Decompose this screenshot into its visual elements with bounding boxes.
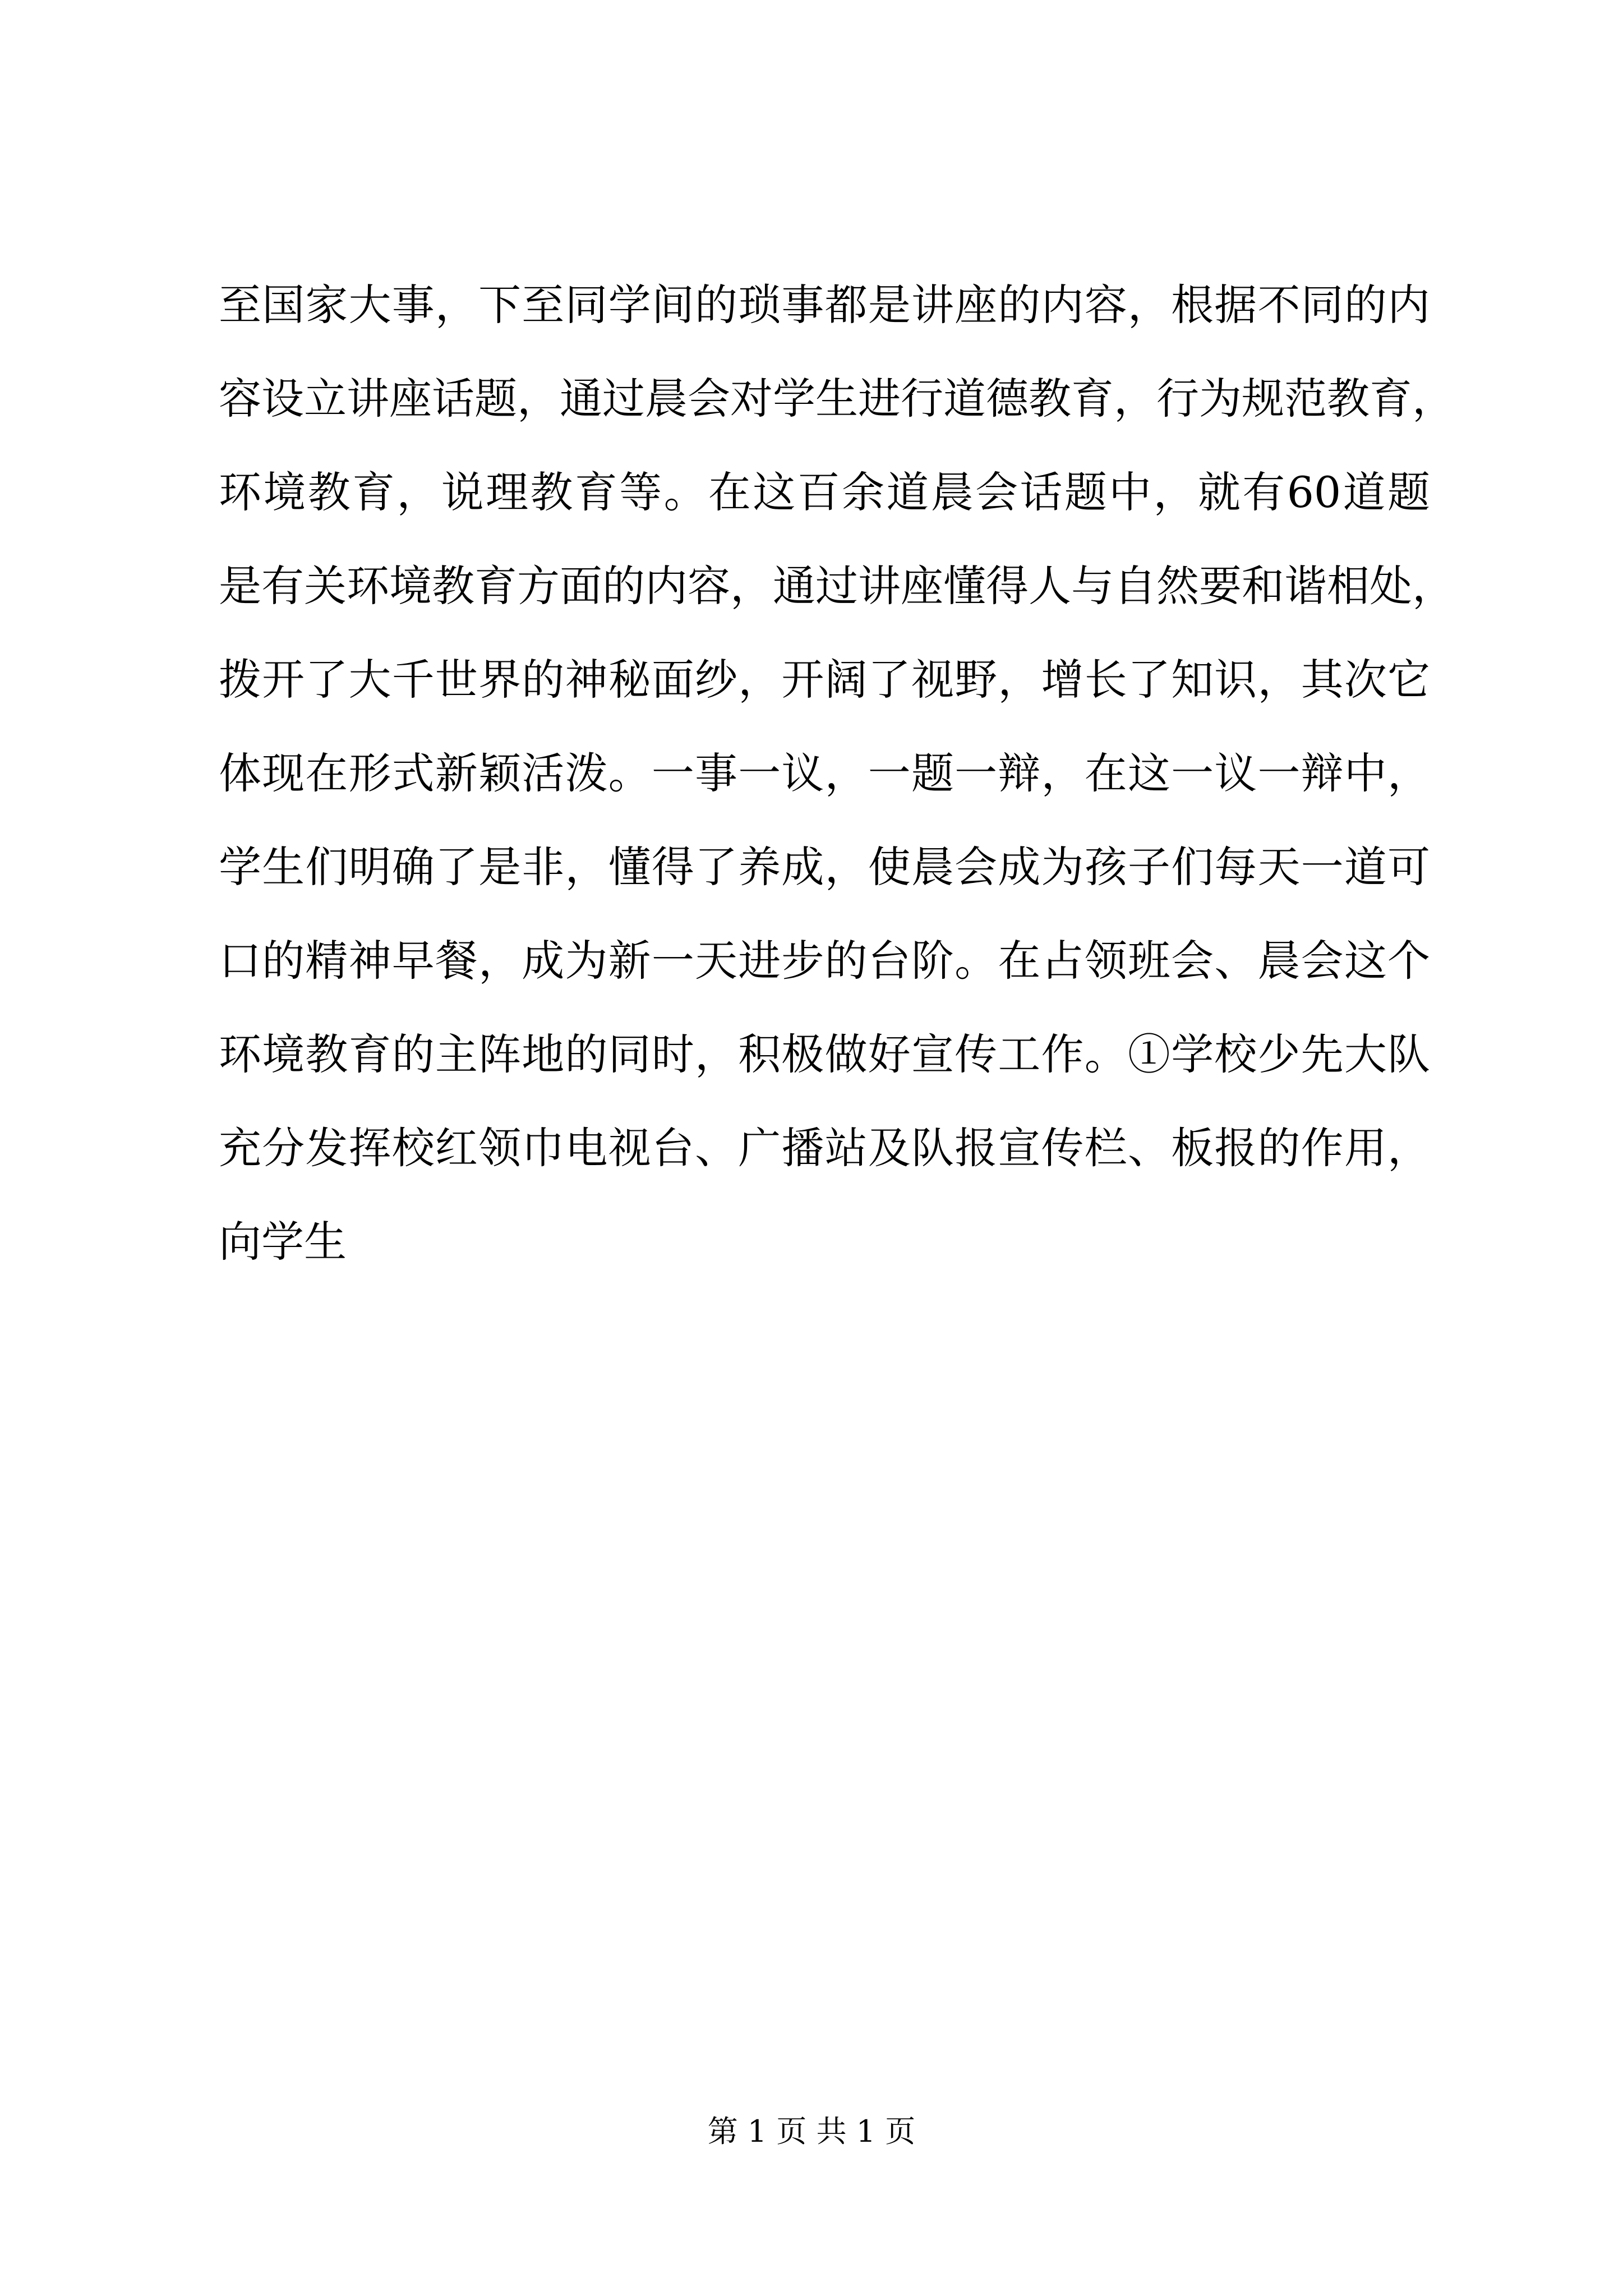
text-line: 口的精神早餐，成为新一天进步的台阶。在占领班会、晨会这个 bbox=[219, 936, 1430, 986]
text-line: 环境教育的主阵地的同时，积极做好宣传工作。①学校少先大队 bbox=[219, 1029, 1430, 1079]
text-line: 容设立讲座话题，通过晨会对学生进行道德教育，行为规范教育， bbox=[219, 374, 1455, 424]
text-line: 充分发挥校红领巾电视台、广播站及队报宣传栏、板报的作用， bbox=[219, 1123, 1430, 1173]
text-line: 拨开了大千世界的神秘面纱，开阔了视野，增长了知识，其次它 bbox=[219, 655, 1430, 705]
text-line: 学生们明确了是非，懂得了养成，使晨会成为孩子们每天一道可 bbox=[219, 842, 1430, 892]
text-line: 环境教育，说理教育等。在这百余道晨会话题中，就有60道题 bbox=[219, 467, 1430, 517]
text-line-last: 向学生 bbox=[219, 1217, 347, 1267]
page-number-footer: 第 1 页 共 1 页 bbox=[707, 2114, 916, 2149]
text-line: 是有关环境教育方面的内容，通过讲座懂得人与自然要和谐相处， bbox=[219, 561, 1455, 611]
text-line: 至国家大事，下至同学间的琐事都是讲座的内容，根据不同的内 bbox=[219, 280, 1430, 330]
body-paragraph bbox=[219, 258, 1455, 1289]
text-line: 体现在形式新颖活泼。一事一议，一题一辩，在这一议一辩中， bbox=[219, 748, 1430, 798]
